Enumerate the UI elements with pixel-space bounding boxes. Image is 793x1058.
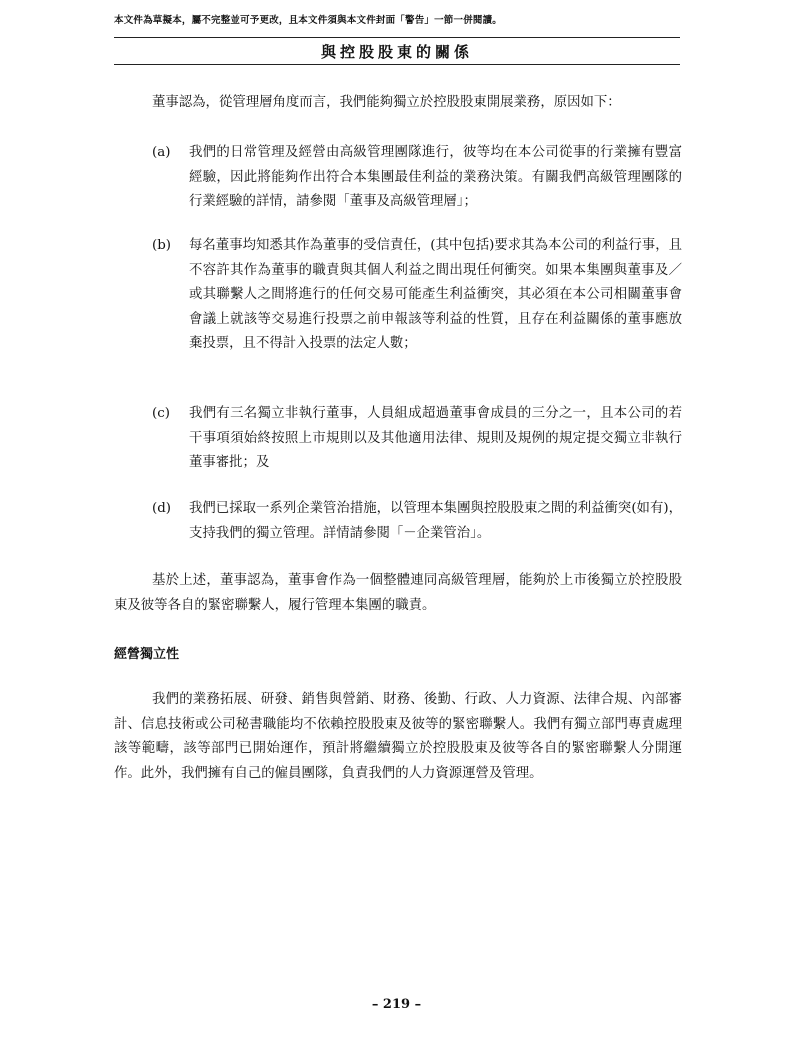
list-item-a xyxy=(152,141,682,215)
list-item-label: (d) xyxy=(152,501,172,516)
conclusion-paragraph: 基於上述，董事認為，董事會作為一個整體連同高級管理層，能夠於上市後獨立於控股股東及彼等各自的緊密聯繫人，履行管理本集團的職責。 xyxy=(114,573,682,613)
list-item-label: (a) xyxy=(152,145,171,160)
list-item-text: 我們有三名獨立非執行董事，人員組成超過董事會成員的三分之一，且本公司的若干事項須始終按照上市規則以及其他適用法律、規則及規例的規定提交獨立非執行董事審批；及 xyxy=(189,406,682,470)
list-item-label: (b) xyxy=(152,238,172,253)
header-bottom-rule xyxy=(114,64,680,65)
header-top-rule xyxy=(114,37,680,38)
list-item-text: 每名董事均知悉其作為董事的受信責任，(其中包括)要求其為本公司的利益行事，且不容許其作為董事的職責與其個人利益之間出現任何衝突。如果本集團與董事及／或其聯繫人之間將進行的任何交易可能產生利益衝突，其必須在本公司相關董事會會議上就該等交易進行投票之前申報該等利益的性質，且存在利益關係的董事應放棄投票，且不得計入投票的法定人數； xyxy=(189,238,682,351)
list-item-c xyxy=(152,402,682,476)
draft-disclaimer: 本文件為草擬本，屬不完整並可予更改，且本文件須與本文件封面「警告」一節一併閱讀。 xyxy=(114,15,503,26)
list-item-text: 我們已採取一系列企業管治措施，以管理本集團與控股股東之間的利益衝突(如有)，支持我們的獨立管理。詳情請參閱「－企業管治」。 xyxy=(189,501,682,541)
subheading-operational-independence: 經營獨立性 xyxy=(114,647,180,662)
section-title: 與控股股東的關係 xyxy=(320,43,473,61)
page-number: – 219 – xyxy=(371,997,422,1012)
list-item-text: 我們的日常管理及經營由高級管理團隊進行，彼等均在本公司從事的行業擁有豐富經驗，因此將能夠作出符合本集團最佳利益的業務決策。有關我們高級管理團隊的行業經驗的詳情，請參閱「董事及高級管理層」； xyxy=(189,145,682,209)
list-item-label: (c) xyxy=(152,406,170,421)
intro-paragraph: 董事認為，從管理層角度而言，我們能夠獨立於控股股東開展業務，原因如下： xyxy=(152,95,621,110)
list-item-d xyxy=(152,497,682,546)
list-item-b xyxy=(152,234,682,357)
operational-paragraph: 我們的業務拓展、研發、銷售與營銷、財務、後勤、行政、人力資源、法律合規、內部審計、信息技術或公司秘書職能均不依賴控股股東及彼等的緊密聯繫人。我們有獨立部門專責處理該等範疇，該等部門已開始運作，預計將繼續獨立於控股股東及彼等各自的緊密聯繫人分開運作。此外，我們擁有自己的僱員團隊，負責我們的人力資源運營及管理。 xyxy=(114,692,682,781)
